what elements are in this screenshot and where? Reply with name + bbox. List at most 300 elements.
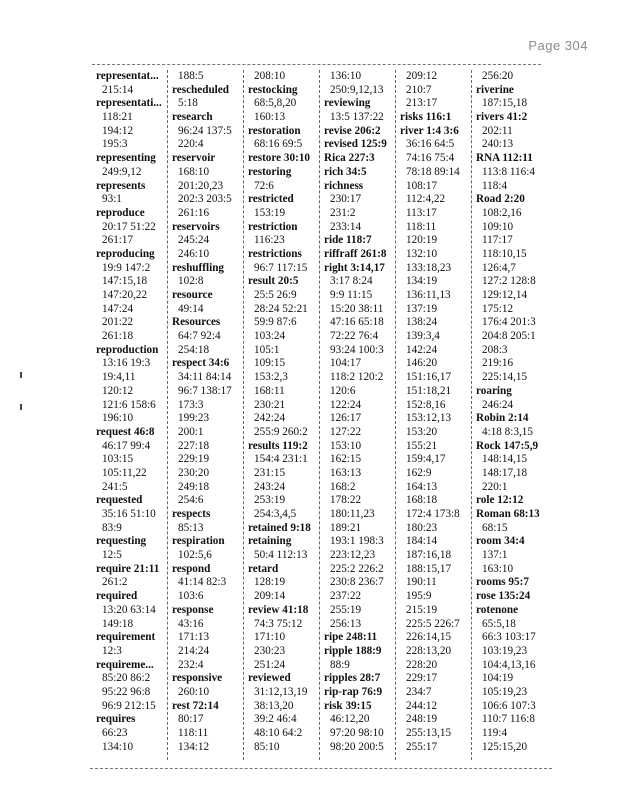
index-reference: 49:14 [178, 302, 204, 315]
index-term: result 20:5 [248, 275, 299, 288]
index-reference: 25:5 26:9 [254, 289, 297, 301]
index-reference: 134:10 [102, 740, 134, 753]
index-reference: 230:21 [254, 398, 286, 411]
index-reference: 220:1 [482, 480, 508, 493]
index-term: ride 118:7 [324, 234, 372, 247]
index-reference: 116:23 [254, 234, 285, 247]
index-reference: 64:7 92:4 [178, 330, 221, 343]
index-term: risks 116:1 [400, 111, 452, 124]
index-reference: 193:1 198:3 [330, 535, 384, 548]
index-column [244, 70, 320, 760]
index-reference: 254:3,4,5 [254, 508, 297, 520]
index-reference: 261:18 [102, 330, 134, 343]
index-reference: 118:2 120:2 [330, 371, 384, 384]
index-reference: 13:5 137:22 [330, 111, 384, 124]
index-reference: 122:24 [330, 398, 362, 411]
index-term: requires [96, 713, 136, 726]
index-reference: 138:24 [406, 316, 438, 329]
index-reference: 127:2 128:8 [482, 275, 536, 288]
index-reference: 243:24 [254, 480, 286, 493]
index-reference: 153:19 [254, 206, 286, 219]
index-reference: 126:4,7 [482, 261, 516, 274]
index-reference: 74:16 75:4 [406, 152, 455, 165]
index-reference: 261:16 [178, 206, 210, 219]
index-term: roaring [476, 384, 512, 397]
index-term: respiration [172, 535, 225, 548]
index-reference: 65:5,18 [482, 617, 516, 630]
index-reference: 187:16,18 [406, 549, 452, 562]
index-term: representat... [96, 70, 159, 82]
index-reference: 187:15,18 [482, 97, 528, 110]
index-reference: 137:19 [406, 302, 438, 315]
index-reference: 204:8 205:1 [482, 330, 536, 343]
index-reference: 120:19 [406, 234, 438, 247]
index-reference: 190:11 [406, 576, 437, 589]
index-reference: 15:20 38:11 [330, 302, 384, 315]
index-term: right 3:14,17 [324, 261, 385, 274]
index-reference: 105:11,22 [102, 466, 147, 479]
index-term: representati... [96, 97, 162, 110]
index-term: request 46:8 [96, 425, 155, 438]
index-reference: 95:22 96:8 [102, 685, 151, 698]
index-reference: 127:22 [330, 425, 362, 438]
index-reference: 237:22 [330, 590, 362, 603]
index-term: reproducing [96, 247, 155, 260]
index-reference: 110:7 116:8 [482, 713, 535, 726]
index-reference: 128:19 [254, 576, 286, 589]
index-term: ripples 28:7 [324, 672, 381, 685]
index-reference: 260:10 [178, 685, 210, 698]
index-reference: 97:20 98:10 [330, 727, 384, 739]
index-reference: 3:17 8:24 [330, 275, 373, 288]
index-reference: 151:18,21 [406, 384, 452, 397]
index-reference: 214:24 [178, 644, 210, 657]
margin-mark [20, 372, 22, 378]
index-term: reservoirs [172, 220, 220, 233]
index-term: rest 72:14 [172, 699, 219, 712]
index-term: retard [248, 562, 279, 575]
index-reference: 208:10 [254, 70, 286, 82]
index-reference: 180:11,23 [330, 508, 375, 520]
index-reference: 46:17 99:4 [102, 439, 151, 452]
index-reference: 194:12 [102, 124, 134, 137]
index-reference: 85:20 86:2 [102, 672, 151, 685]
index-reference: 103:19,23 [482, 644, 528, 657]
index-reference: 19:9 147:2 [102, 261, 151, 274]
index-term: restrictions [248, 247, 302, 260]
index-reference: 118:11 [406, 220, 437, 233]
index-reference: 129:12,14 [482, 289, 528, 301]
index-reference: 72:6 [254, 179, 274, 192]
index-reference: 195:3 [102, 138, 128, 151]
index-reference: 213:17 [406, 97, 438, 110]
index-term: rip-rap 76:9 [324, 685, 383, 698]
index-reference: 98:20 200:5 [330, 740, 384, 753]
index-reference: 5:18 [178, 97, 198, 110]
index-term: room 34:4 [476, 535, 525, 548]
index-reference: 66:23 [102, 727, 128, 739]
index-reference: 148:17,18 [482, 466, 528, 479]
index-reference: 147:20,22 [102, 289, 148, 301]
index-reference: 256:20 [482, 70, 514, 82]
index-reference: 178:22 [330, 494, 362, 507]
index-reference: 137:1 [482, 549, 508, 562]
index-reference: 13:16 19:3 [102, 357, 151, 370]
index-term: riverine [476, 83, 514, 96]
index-reference: 196:10 [102, 412, 134, 425]
index-reference: 180:23 [406, 521, 438, 534]
index-term: required [96, 590, 138, 603]
index-term: restriction [248, 220, 298, 233]
index-term: require 21:11 [96, 562, 160, 575]
index-reference: 162:9 [406, 466, 432, 479]
index-term: requireme... [96, 658, 154, 671]
index-reference: 103:6 [178, 590, 204, 603]
index-reference: 201:20,23 [178, 179, 224, 192]
index-term: reviewed [248, 672, 291, 685]
index-reference: 31:12,13,19 [254, 685, 308, 698]
index-term: represents [96, 179, 146, 192]
index-reference: 184:14 [406, 535, 438, 548]
index-reference: 96:9 212:15 [102, 699, 156, 712]
index-reference: 118:4 [482, 179, 508, 192]
index-reference: 108:17 [406, 179, 438, 192]
index-reference: 171:10 [254, 631, 286, 644]
index-reference: 245:24 [178, 234, 210, 247]
index-reference: 164:13 [406, 480, 438, 493]
index-reference: 175:12 [482, 302, 514, 315]
index-reference: 261:2 [102, 576, 128, 589]
index-term: restore 30:10 [248, 152, 311, 165]
index-reference: 160:13 [254, 111, 286, 124]
index-reference: 104:19 [482, 672, 514, 685]
index-reference: 118:10,15 [482, 247, 527, 260]
index-reference: 210:7 [406, 83, 432, 96]
index-reference: 72:22 76:4 [330, 330, 379, 343]
index-term: restocking [248, 83, 298, 96]
index-term: reservoir [172, 152, 216, 165]
index-reference: 171:13 [178, 631, 210, 644]
index-term: restoring [248, 165, 292, 178]
index-reference: 41:14 82:3 [178, 576, 227, 589]
index-reference: 121:6 158:6 [102, 398, 156, 411]
index-term: reshuffling [172, 261, 225, 274]
index-reference: 68:16 69:5 [254, 138, 303, 151]
index-reference: 225:2 226:2 [330, 562, 384, 575]
index-reference: 229:17 [406, 672, 438, 685]
index-reference: 133:18,23 [406, 261, 452, 274]
index-term: retaining [248, 535, 292, 548]
index-reference: 59:9 87:6 [254, 316, 297, 329]
index-reference: 134:19 [406, 275, 438, 288]
index-term: results 119:2 [248, 439, 308, 452]
index-reference: 244:12 [406, 699, 438, 712]
index-term: ripe 248:11 [324, 631, 378, 644]
index-reference: 148:14,15 [482, 453, 528, 466]
index-reference: 147:15,18 [102, 275, 148, 288]
index-reference: 168:11 [254, 384, 285, 397]
index-reference: 85:13 [178, 521, 204, 534]
index-term: role 12:12 [476, 494, 524, 507]
margin-mark [20, 404, 22, 410]
index-reference: 112:4,22 [406, 193, 446, 206]
index-reference: 176:4 201:3 [482, 316, 536, 329]
index-term: richness [324, 179, 364, 192]
index-reference: 120:12 [102, 384, 134, 397]
index-reference: 256:13 [330, 617, 362, 630]
index-reference: 225:14,15 [482, 371, 528, 384]
index-term: requirement [96, 631, 156, 644]
index-reference: 152:8,16 [406, 398, 446, 411]
index-reference: 46:12,20 [330, 713, 370, 726]
index-reference: 219:16 [482, 357, 514, 370]
index-reference: 120:6 [330, 384, 356, 397]
index-column [396, 70, 472, 760]
index-term: resource [172, 289, 213, 301]
index-reference: 132:10 [406, 247, 438, 260]
index-term: revised 125:9 [324, 138, 387, 151]
index-term: Robin 2:14 [476, 412, 529, 425]
index-reference: 12:5 [102, 549, 122, 562]
index-reference: 9:9 11:15 [330, 289, 373, 301]
index-reference: 149:18 [102, 617, 134, 630]
index-reference: 255:19 [330, 603, 362, 616]
index-term: riffraff 261:8 [324, 247, 387, 260]
index-term: restoration [248, 124, 301, 137]
index-reference: 250:9,12,13 [330, 83, 384, 96]
index-reference: 102:8 [178, 275, 204, 288]
index-reference: 74:3 75:12 [254, 617, 303, 630]
index-reference: 230:8 236:7 [330, 576, 384, 589]
index-reference: 201:22 [102, 316, 134, 329]
index-reference: 215:14 [102, 83, 134, 96]
index-term: Roman 68:13 [476, 508, 540, 520]
index-term: rescheduled [172, 83, 229, 96]
index-term: respond [172, 562, 211, 575]
index-reference: 113:17 [406, 206, 437, 219]
index-reference: 102:5,6 [178, 549, 212, 562]
index-reference: 226:14,15 [406, 631, 452, 644]
index-reference: 240:13 [482, 138, 514, 151]
index-reference: 220:4 [178, 138, 204, 151]
index-reference: 168:10 [178, 165, 210, 178]
index-reference: 93:24 100:3 [330, 343, 384, 356]
index-term: representing [96, 152, 156, 165]
index-reference: 85:10 [254, 740, 280, 753]
index-reference: 93:1 [102, 193, 122, 206]
index-reference: 113:8 116:4 [482, 165, 535, 178]
index-term: reproduction [96, 343, 159, 356]
index-reference: 233:14 [330, 220, 362, 233]
index-term: reproduce [96, 206, 145, 219]
index-reference: 68:15 [482, 521, 508, 534]
index-column [92, 70, 168, 760]
index-reference: 261:17 [102, 234, 134, 247]
index-reference: 168:18 [406, 494, 438, 507]
index-reference: 172:4 173:8 [406, 508, 460, 520]
index-reference: 109:10 [482, 220, 514, 233]
index-reference: 230:17 [330, 193, 362, 206]
index-reference: 255:9 260:2 [254, 425, 308, 438]
index-reference: 230:23 [254, 644, 286, 657]
index-reference: 228:20 [406, 658, 438, 671]
index-reference: 255:13,15 [406, 727, 452, 739]
index-term: response [172, 603, 214, 616]
index-reference: 168:2 [330, 480, 356, 493]
index-term: requested [96, 494, 143, 507]
index-reference: 103:15 [102, 453, 134, 466]
index-reference: 188:15,17 [406, 562, 452, 575]
index-reference: 35:16 51:10 [102, 508, 156, 520]
index-reference: 246:24 [482, 398, 514, 411]
index-reference: 163:10 [482, 562, 514, 575]
index-reference: 96:7 117:15 [254, 261, 308, 274]
index-reference: 36:16 64:5 [406, 138, 455, 151]
index-term: risk 39:15 [324, 699, 372, 712]
index-reference: 200:1 [178, 425, 204, 438]
index-term: revise 206:2 [324, 124, 381, 137]
index-reference: 163:13 [330, 466, 362, 479]
index-reference: 96:7 138:17 [178, 384, 232, 397]
index-reference: 232:4 [178, 658, 204, 671]
index-reference: 4:18 8:3,15 [482, 425, 533, 438]
index-reference: 117:17 [482, 234, 513, 247]
index-reference: 109:15 [254, 357, 286, 370]
index-reference: 189:21 [330, 521, 362, 534]
index-reference: 234:7 [406, 685, 432, 698]
index-reference: 173:3 [178, 398, 204, 411]
index-term: rose 135:24 [476, 590, 531, 603]
index-reference: 254:18 [178, 343, 210, 356]
index-reference: 125:15,20 [482, 740, 528, 753]
index-reference: 208:3 [482, 343, 508, 356]
index-reference: 231:2 [330, 206, 356, 219]
index-term: Resources [172, 316, 221, 329]
index-reference: 249:18 [178, 480, 210, 493]
index-term: Road 2:20 [476, 193, 525, 206]
index-reference: 119:4 [482, 727, 508, 739]
index-term: research [172, 111, 213, 124]
top-rule [92, 64, 541, 65]
index-term: respect 34:6 [172, 357, 230, 370]
index-reference: 83:9 [102, 521, 122, 534]
index-reference: 195:9 [406, 590, 432, 603]
index-term: rotenone [476, 603, 519, 616]
index-term: rich 34:5 [324, 165, 367, 178]
index-reference: 28:24 52:21 [254, 302, 308, 315]
index-reference: 105:19,23 [482, 685, 528, 698]
index-reference: 47:16 65:18 [330, 316, 384, 329]
index-term: RNA 112:11 [476, 152, 533, 165]
index-reference: 20:17 51:22 [102, 220, 156, 233]
index-reference: 153:2,3 [254, 371, 288, 384]
index-term: rooms 95:7 [476, 576, 529, 589]
index-reference: 246:10 [178, 247, 210, 260]
index-term: Rock 147:5,9 [476, 439, 539, 452]
index-reference: 255:17 [406, 740, 438, 753]
index-reference: 153:12,13 [406, 412, 452, 425]
index-reference: 50:4 112:13 [254, 549, 308, 562]
index-reference: 225:5 226:7 [406, 617, 460, 630]
index-term: rivers 41:2 [476, 111, 528, 124]
index-reference: 229:19 [178, 453, 210, 466]
index-reference: 139:3,4 [406, 330, 440, 343]
index-reference: 38:13,20 [254, 699, 294, 712]
index-reference: 153:20 [406, 425, 438, 438]
index-reference: 136:11,13 [406, 289, 451, 301]
index-reference: 146:20 [406, 357, 438, 370]
index-column [472, 70, 548, 760]
index-reference: 105:1 [254, 343, 280, 356]
index-reference: 251:24 [254, 658, 286, 671]
index-reference: 228:13,20 [406, 644, 452, 657]
page-number-label: Page 304 [528, 38, 588, 53]
index-reference: 12:3 [102, 644, 122, 657]
bottom-rule [90, 768, 552, 769]
index-reference: 108:2,16 [482, 206, 522, 219]
index-term: respects [172, 508, 211, 520]
index-reference: 126:17 [330, 412, 362, 425]
index-term: responsive [172, 672, 223, 685]
index-column [168, 70, 244, 760]
index-reference: 136:10 [330, 70, 362, 82]
index-reference: 242:24 [254, 412, 286, 425]
index-reference: 80:17 [178, 713, 204, 726]
index-reference: 253:19 [254, 494, 286, 507]
index-reference: 254:6 [178, 494, 204, 507]
index-reference: 209:12 [406, 70, 438, 82]
index-reference: 43:16 [178, 617, 204, 630]
index-reference: 199:23 [178, 412, 210, 425]
index-reference: 96:24 137:5 [178, 124, 232, 137]
index-term: restricted [248, 193, 294, 206]
index-reference: 34:11 84:14 [178, 371, 232, 384]
index-term: ripple 188:9 [324, 644, 382, 657]
index-reference: 134:12 [178, 740, 210, 753]
index-reference: 66:3 103:17 [482, 631, 536, 644]
index-reference: 227:18 [178, 439, 210, 452]
index-reference: 151:16,17 [406, 371, 452, 384]
index-reference: 39:2 46:4 [254, 713, 297, 726]
index-reference: 104:4,13,16 [482, 658, 536, 671]
index-term: Rica 227:3 [324, 152, 375, 165]
index-reference: 231:15 [254, 466, 286, 479]
index-term: requesting [96, 535, 147, 548]
index-reference: 155:21 [406, 439, 438, 452]
index-reference: 106:6 107:3 [482, 699, 536, 712]
index-reference: 153:10 [330, 439, 362, 452]
index-reference: 209:14 [254, 590, 286, 603]
index-reference: 202:11 [482, 124, 513, 137]
index-reference: 142:24 [406, 343, 438, 356]
index-reference: 249:9,12 [102, 165, 142, 178]
index-reference: 154:4 231:1 [254, 453, 308, 466]
index-reference: 68:5,8,20 [254, 97, 297, 110]
index-reference: 159:4,17 [406, 453, 446, 466]
index-term: retained 9:18 [248, 521, 311, 534]
index-reference: 162:15 [330, 453, 362, 466]
index-reference: 248:19 [406, 713, 438, 726]
index-reference: 215:19 [406, 603, 438, 616]
index-reference: 202:3 203:5 [178, 193, 232, 206]
index-reference: 88:9 [330, 658, 350, 671]
index-column [320, 70, 396, 760]
index-reference: 118:11 [178, 727, 209, 739]
index-reference: 78:18 89:14 [406, 165, 460, 178]
index-term: review 41:18 [248, 603, 309, 616]
index-reference: 48:10 64:2 [254, 727, 303, 739]
index-reference: 188:5 [178, 70, 204, 82]
